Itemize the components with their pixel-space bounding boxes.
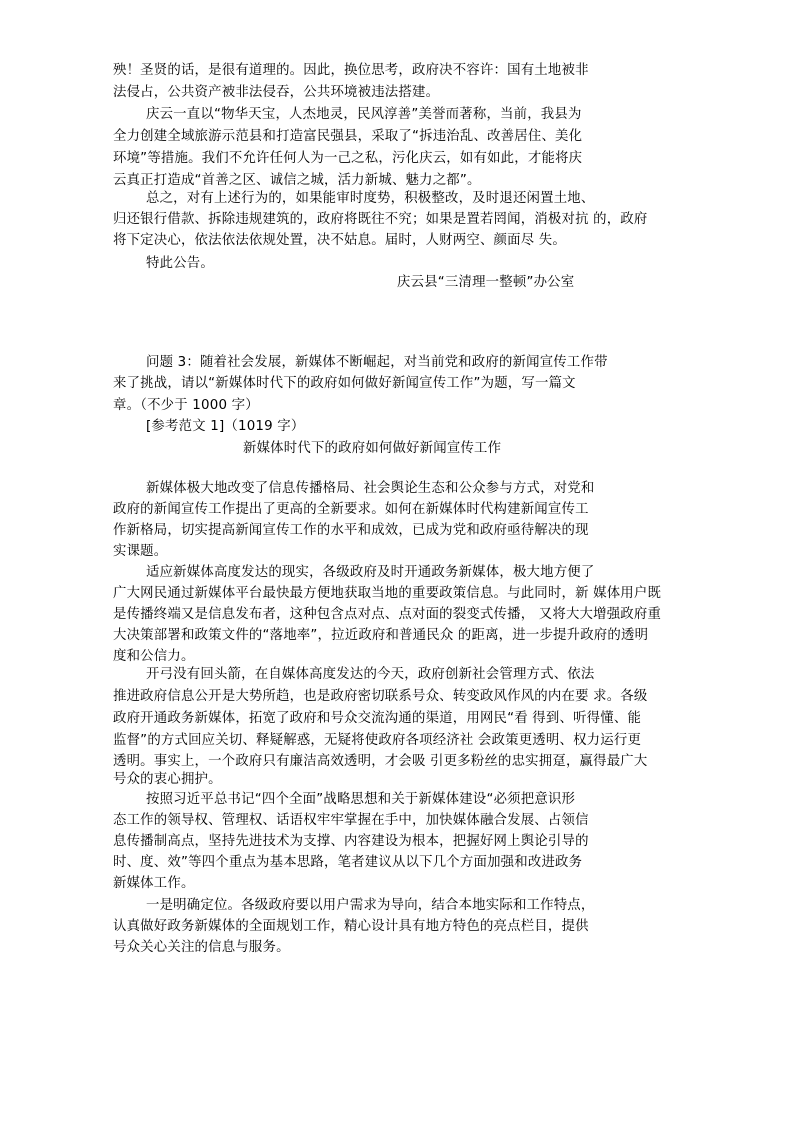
- text-line: 全力创建全域旅游示范县和打造富民强县，采取了“拆违治乱、改善居住、美化: [113, 129, 583, 144]
- body-line: 息传播制高点，坚持先进技术为支撑、内容建设为根本，把握好网上舆论引导的: [113, 834, 589, 849]
- text-line: 环境”等措施。我们不允许任何人为一己之私，污化庆云，如有如此，才能将庆: [113, 151, 583, 166]
- text-line: 特此公告。: [146, 256, 214, 271]
- body-line: 推进政府信息公开是大势所趋，也是政府密切联系号众、转变政风作风的内在要 求。各级: [113, 689, 648, 704]
- body-line: 认真做好政务新媒体的全面规划工作，精心设计具有地方特色的亮点栏目，提供: [113, 919, 589, 934]
- reference-label: [参考范文 1]（1019 字）: [146, 419, 305, 434]
- body-line: 新媒体极大地改变了信息传播格局、社会舆论生态和公众参与方式，对党和: [146, 481, 595, 496]
- body-line: 监督”的方式回应关切、释疑解惑，无疑将使政府各项经济社 会政策更透明、权力运行更: [113, 733, 642, 748]
- question-line: 章。（不少于 1000 字）: [113, 398, 259, 413]
- body-line: 大决策部署和政策文件的“落地率”，拉近政府和普通民众 的距离，进一步提升政府的透明: [113, 628, 649, 643]
- text-line: 殃！圣贤的话，是很有道理的。因此，换位思考，政府决不容许：国有土地被非: [113, 63, 589, 78]
- signature: 庆云县“三清理一整顿”办公室: [397, 275, 575, 290]
- body-line: 透明。事实上，一个政府只有廉洁高效透明，才会吸 引更多粉丝的忠实拥趸，赢得最广大: [113, 754, 648, 769]
- body-line: 广大网民通过新媒体平台最快最方便地获取当地的重要政策信息。与此同时，新 媒体用户既: [113, 586, 662, 601]
- body-line: 按照习近平总书记“四个全面”战略思想和关于新媒体建设“必须把意识形: [146, 792, 576, 807]
- article-title: 新媒体时代下的政府如何做好新闻宣传工作: [243, 441, 502, 456]
- body-line: 时、度、效”等四个重点为基本思路，笔者建议从以下几个方面加强和改进政务: [113, 855, 583, 870]
- body-line: 度和公信力。: [113, 649, 195, 664]
- body-line: 新媒体工作。: [113, 876, 195, 891]
- text-line: 云真正打造成“首善之区、诚信之城，活力新城、魅力之都”。: [113, 173, 481, 188]
- question-line: 来了挑战，请以“新媒体时代下的政府如何做好新闻宣传工作”为题，写一篇文: [113, 376, 576, 391]
- body-line: 适应新媒体高度发达的现实，各级政府及时开通政务新媒体，极大地方便了: [146, 565, 595, 580]
- body-line: 实课题。: [113, 544, 168, 559]
- body-line: 一是明确定位。各级政府要以用户需求为导向，结合本地实际和工作特点，: [146, 898, 595, 913]
- body-line: 作新格局，切实提高新闻宣传工作的水平和成效，已成为党和政府亟待解决的现: [113, 523, 589, 538]
- text-line: 法侵占，公共资产被非法侵吞，公共环境被违法搭建。: [113, 85, 440, 100]
- body-line: 态工作的领导权、管理权、话语权牢牢掌握在手中，加快媒体融合发展、占领信: [113, 813, 589, 828]
- text-line: 庆云一直以“物华天宝，人杰地灵，民风淳善”美誉而著称，当前，我县为: [146, 107, 582, 122]
- text-line: 将下定决心，依法依法依规处置，决不姑息。届时，人财两空、颜面尽 失。: [113, 233, 566, 248]
- body-line: 政府的新闻宣传工作提出了更高的全新要求。如何在新媒体时代构建新闻宣传工: [113, 502, 589, 517]
- body-line: 号众关心关注的信息与服务。: [113, 940, 290, 955]
- body-line: 政府开通政务新媒体，拓宽了政府和号众交流沟通的渠道，用网民“看 得到、听得懂、能: [113, 711, 642, 726]
- text-line: 归还银行借款、拆除违规建筑的，政府将既往不究；如果是置若罔闻，消极对抗 的，政府: [113, 212, 648, 227]
- body-line: 号众的衷心拥护。: [113, 772, 222, 787]
- question-line: 问题 3：随着社会发展，新媒体不断崛起，对当前党和政府的新闻宣传工作带: [146, 355, 608, 370]
- text-line: 总之，对有上述行为的，如果能审时度势，积极整改，及时退还闲置土地、: [146, 191, 595, 206]
- body-line: 是传播终端又是信息发布者，这种包含点对点、点对面的裂变式传播， 又将大大增强政府重: [113, 607, 662, 622]
- body-line: 开弓没有回头箭，在自媒体高度发达的今天，政府创新社会管理方式、依法: [146, 667, 595, 682]
